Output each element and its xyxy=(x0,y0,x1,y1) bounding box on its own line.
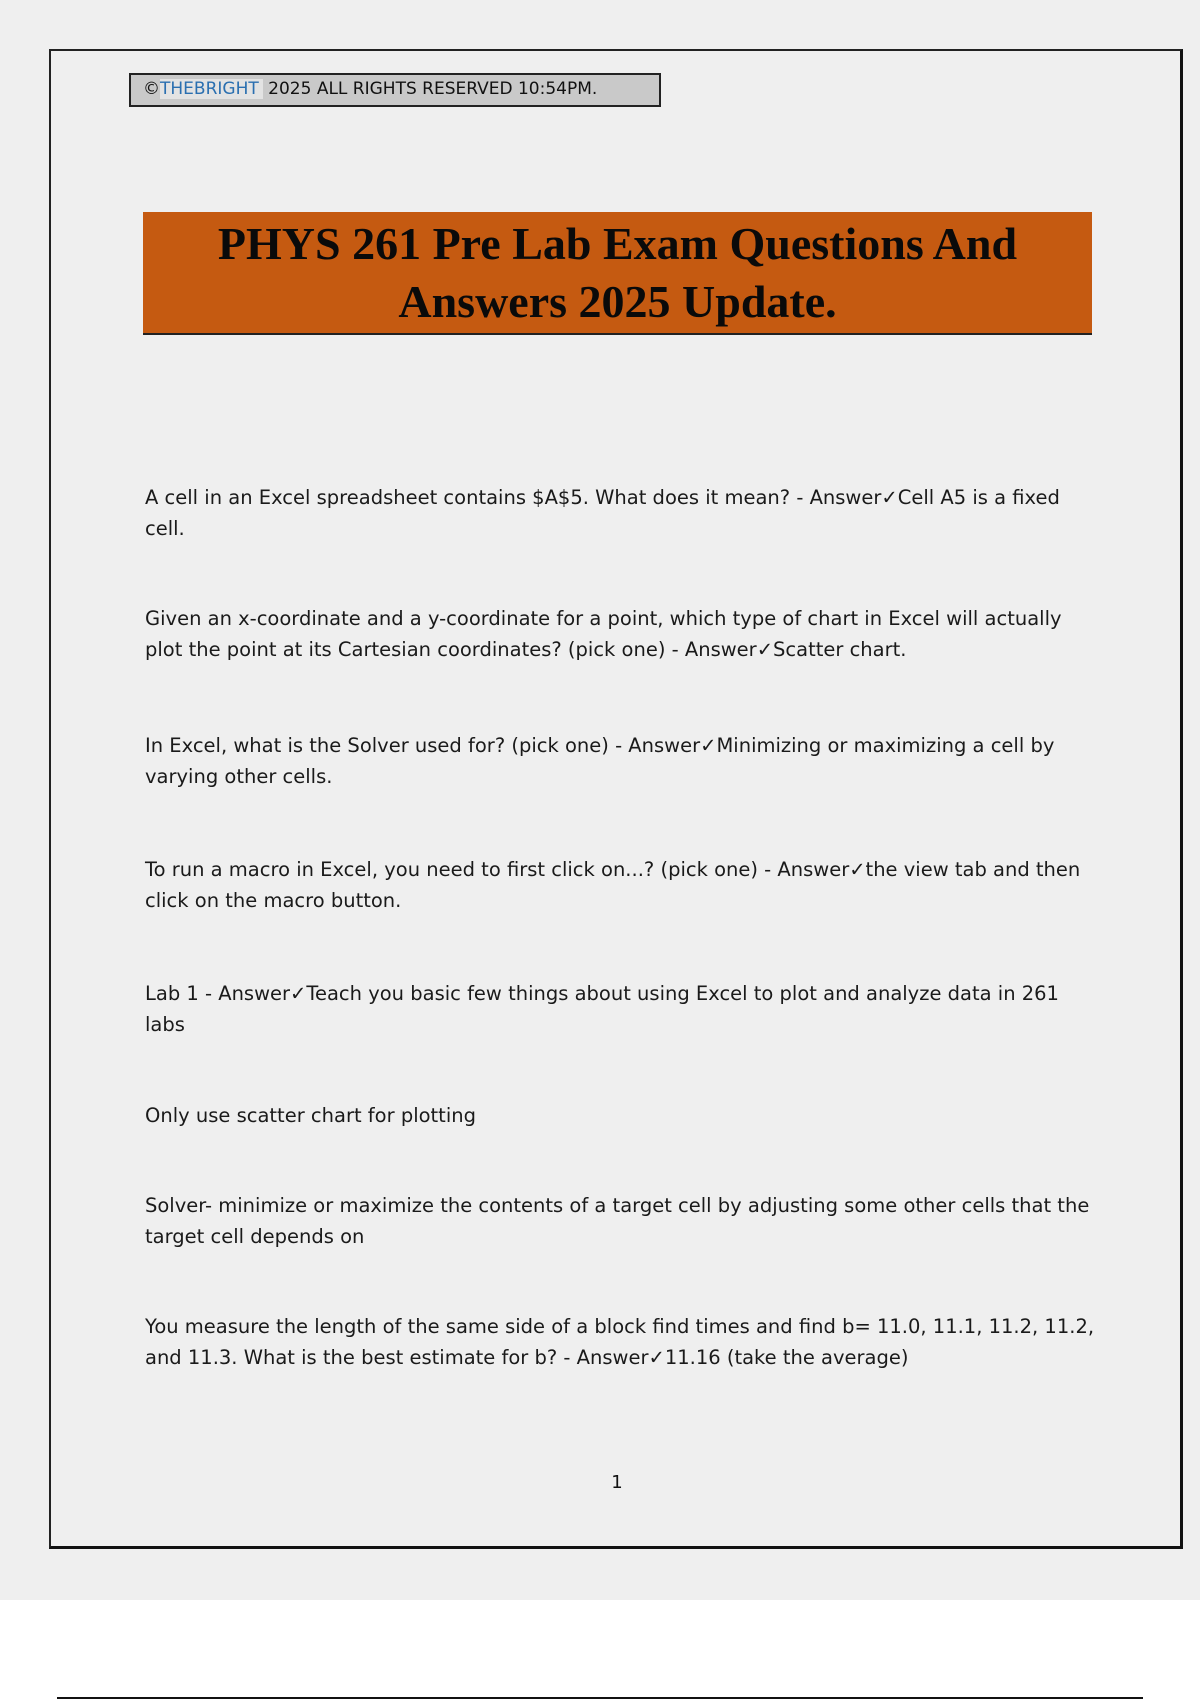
title-banner xyxy=(143,212,1092,335)
qa-item: A cell in an Excel spreadsheet contains $A$5. What does it mean? - Answer✓Cell A5 is a fixed cell. xyxy=(145,486,1060,540)
copyright-text: 2025 ALL RIGHTS RESERVED 10:54PM. xyxy=(262,79,598,99)
copyright-brand: THEBRIGHT xyxy=(160,79,263,99)
qa-item: Only use scatter chart for plotting xyxy=(145,1104,476,1127)
copyright-header xyxy=(129,73,661,107)
bottom-divider xyxy=(57,1697,1143,1699)
qa-item: Given an x-coordinate and a y-coordinate for a point, which type of chart in Excel will actually plot the point at its Cartesian coordinates? (pick one) - Answer✓Scatter chart. xyxy=(145,607,1062,661)
page-title xyxy=(168,215,1068,331)
copyright-symbol: © xyxy=(143,79,160,99)
page-number: 1 xyxy=(611,1472,623,1493)
qa-item: You measure the length of the same side of a block find times and find b= 11.0, 11.1, 11.2, 11.2, and 11.3. What is the best estimate for b? - Answer✓11.16 (take the average) xyxy=(145,1315,1095,1369)
qa-item: In Excel, what is the Solver used for? (pick one) - Answer✓Minimizing or maximizing a cell by varying other cells. xyxy=(145,734,1055,788)
qa-item: Solver- minimize or maximize the contents of a target cell by adjusting some other cells that the target cell depends on xyxy=(145,1194,1090,1248)
title-line-2: Answers 2025 Update. xyxy=(398,275,837,327)
qa-item: Lab 1 - Answer✓Teach you basic few things about using Excel to plot and analyze data in 261 labs xyxy=(145,982,1059,1036)
title-line-1: PHYS 261 Pre Lab Exam Questions And xyxy=(217,217,1018,269)
qa-item: To run a macro in Excel, you need to first click on...? (pick one) - Answer✓the view tab and then click on the macro button. xyxy=(145,858,1081,912)
